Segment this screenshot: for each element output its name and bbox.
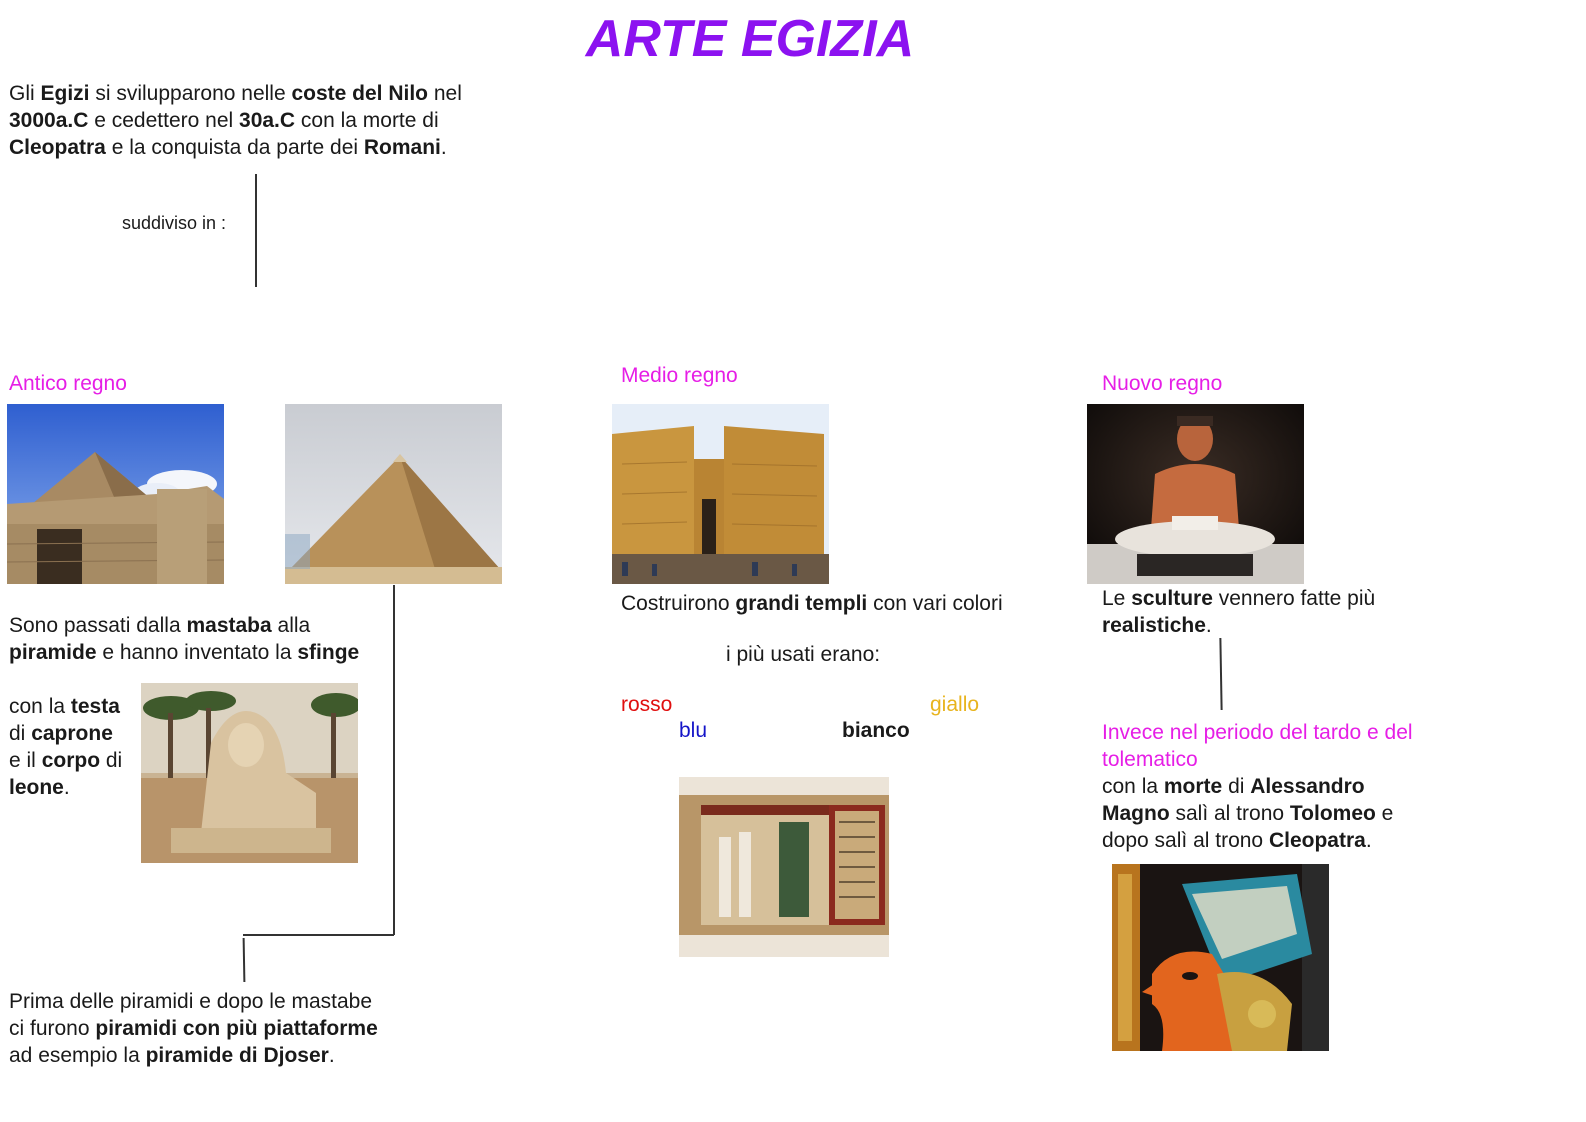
- mastaba-pyramid-photo: [7, 404, 224, 584]
- antico-paragraph-3: [9, 988, 378, 1069]
- suddiviso-label: suddiviso in :: [122, 213, 227, 233]
- papyrus-photo: [679, 777, 889, 957]
- intro-line-2: 3000a.C e cedettero nel 30a.C con la morte di: [9, 109, 439, 132]
- sphinx-photo: [141, 683, 358, 863]
- antico-p1-line-1: Sono passati dalla mastaba alla: [9, 614, 311, 637]
- connector-line-vertical: [393, 585, 395, 935]
- connector-line-down: [243, 938, 245, 982]
- antico-regno-heading: Antico regno: [9, 372, 127, 395]
- medio-used-label: i più usati erano:: [726, 643, 881, 666]
- color-giallo: giallo: [930, 693, 980, 716]
- color-bianco: bianco: [842, 719, 910, 742]
- color-blu: blu: [679, 719, 708, 742]
- pyramid-photo: [285, 404, 502, 584]
- connector-line-nuovo: [1219, 638, 1222, 710]
- temple-photo: [612, 404, 829, 584]
- antico-paragraph-2: [9, 693, 122, 801]
- nefertiti-painting-photo: [1112, 864, 1329, 1051]
- nuovo-p1-line-1: Le sculture vennero fatte più: [1102, 587, 1376, 610]
- antico-p3-line-3: ad esempio la piramide di Djoser.: [9, 1044, 335, 1067]
- nuovo-paragraph-2: [1102, 719, 1413, 854]
- medio-regno-heading: Medio regno: [621, 364, 738, 387]
- antico-p3-line-1: Prima delle piramidi e dopo le mastabe: [9, 990, 373, 1013]
- connector-line-horizontal: [243, 934, 394, 936]
- nuovo-p2-line-1: con la morte di Alessandro: [1102, 775, 1365, 798]
- nuovo-p2-line-3: dopo salì al trono Cleopatra.: [1102, 829, 1372, 852]
- page-title: ARTE EGIZIA: [585, 10, 915, 68]
- nuovo-p2-heading-1: Invece nel periodo del tardo e del: [1102, 721, 1413, 744]
- antico-p2-line-3: e il corpo di: [9, 749, 123, 772]
- color-rosso: rosso: [621, 693, 673, 716]
- antico-p1-line-2: piramide e hanno inventato la sfinge: [9, 641, 360, 664]
- antico-p3-line-2: ci furono piramidi con più piattaforme: [9, 1017, 378, 1040]
- nuovo-p2-line-2: Magno salì al trono Tolomeo e: [1102, 802, 1394, 825]
- scribe-statue-photo: [1087, 404, 1304, 584]
- antico-paragraph-1: [9, 612, 359, 666]
- nuovo-regno-heading: Nuovo regno: [1102, 372, 1223, 395]
- intro-paragraph: [9, 80, 462, 161]
- nuovo-paragraph-1: [1102, 585, 1375, 639]
- antico-p2-line-1: con la testa: [9, 695, 120, 718]
- antico-p2-line-4: leone.: [9, 776, 70, 799]
- intro-line-3: Cleopatra e la conquista da parte dei Romani.: [9, 136, 447, 159]
- nuovo-p2-heading-2: tolematico: [1102, 748, 1198, 771]
- connector-line-intro: [255, 174, 257, 287]
- antico-p2-line-2: di caprone: [9, 722, 113, 745]
- medio-paragraph: Costruirono grandi templi con vari colori: [621, 592, 1003, 615]
- intro-line-1: Gli Egizi si svilupparono nelle coste del Nilo nel: [9, 82, 462, 105]
- nuovo-p1-line-2: realistiche.: [1102, 614, 1212, 637]
